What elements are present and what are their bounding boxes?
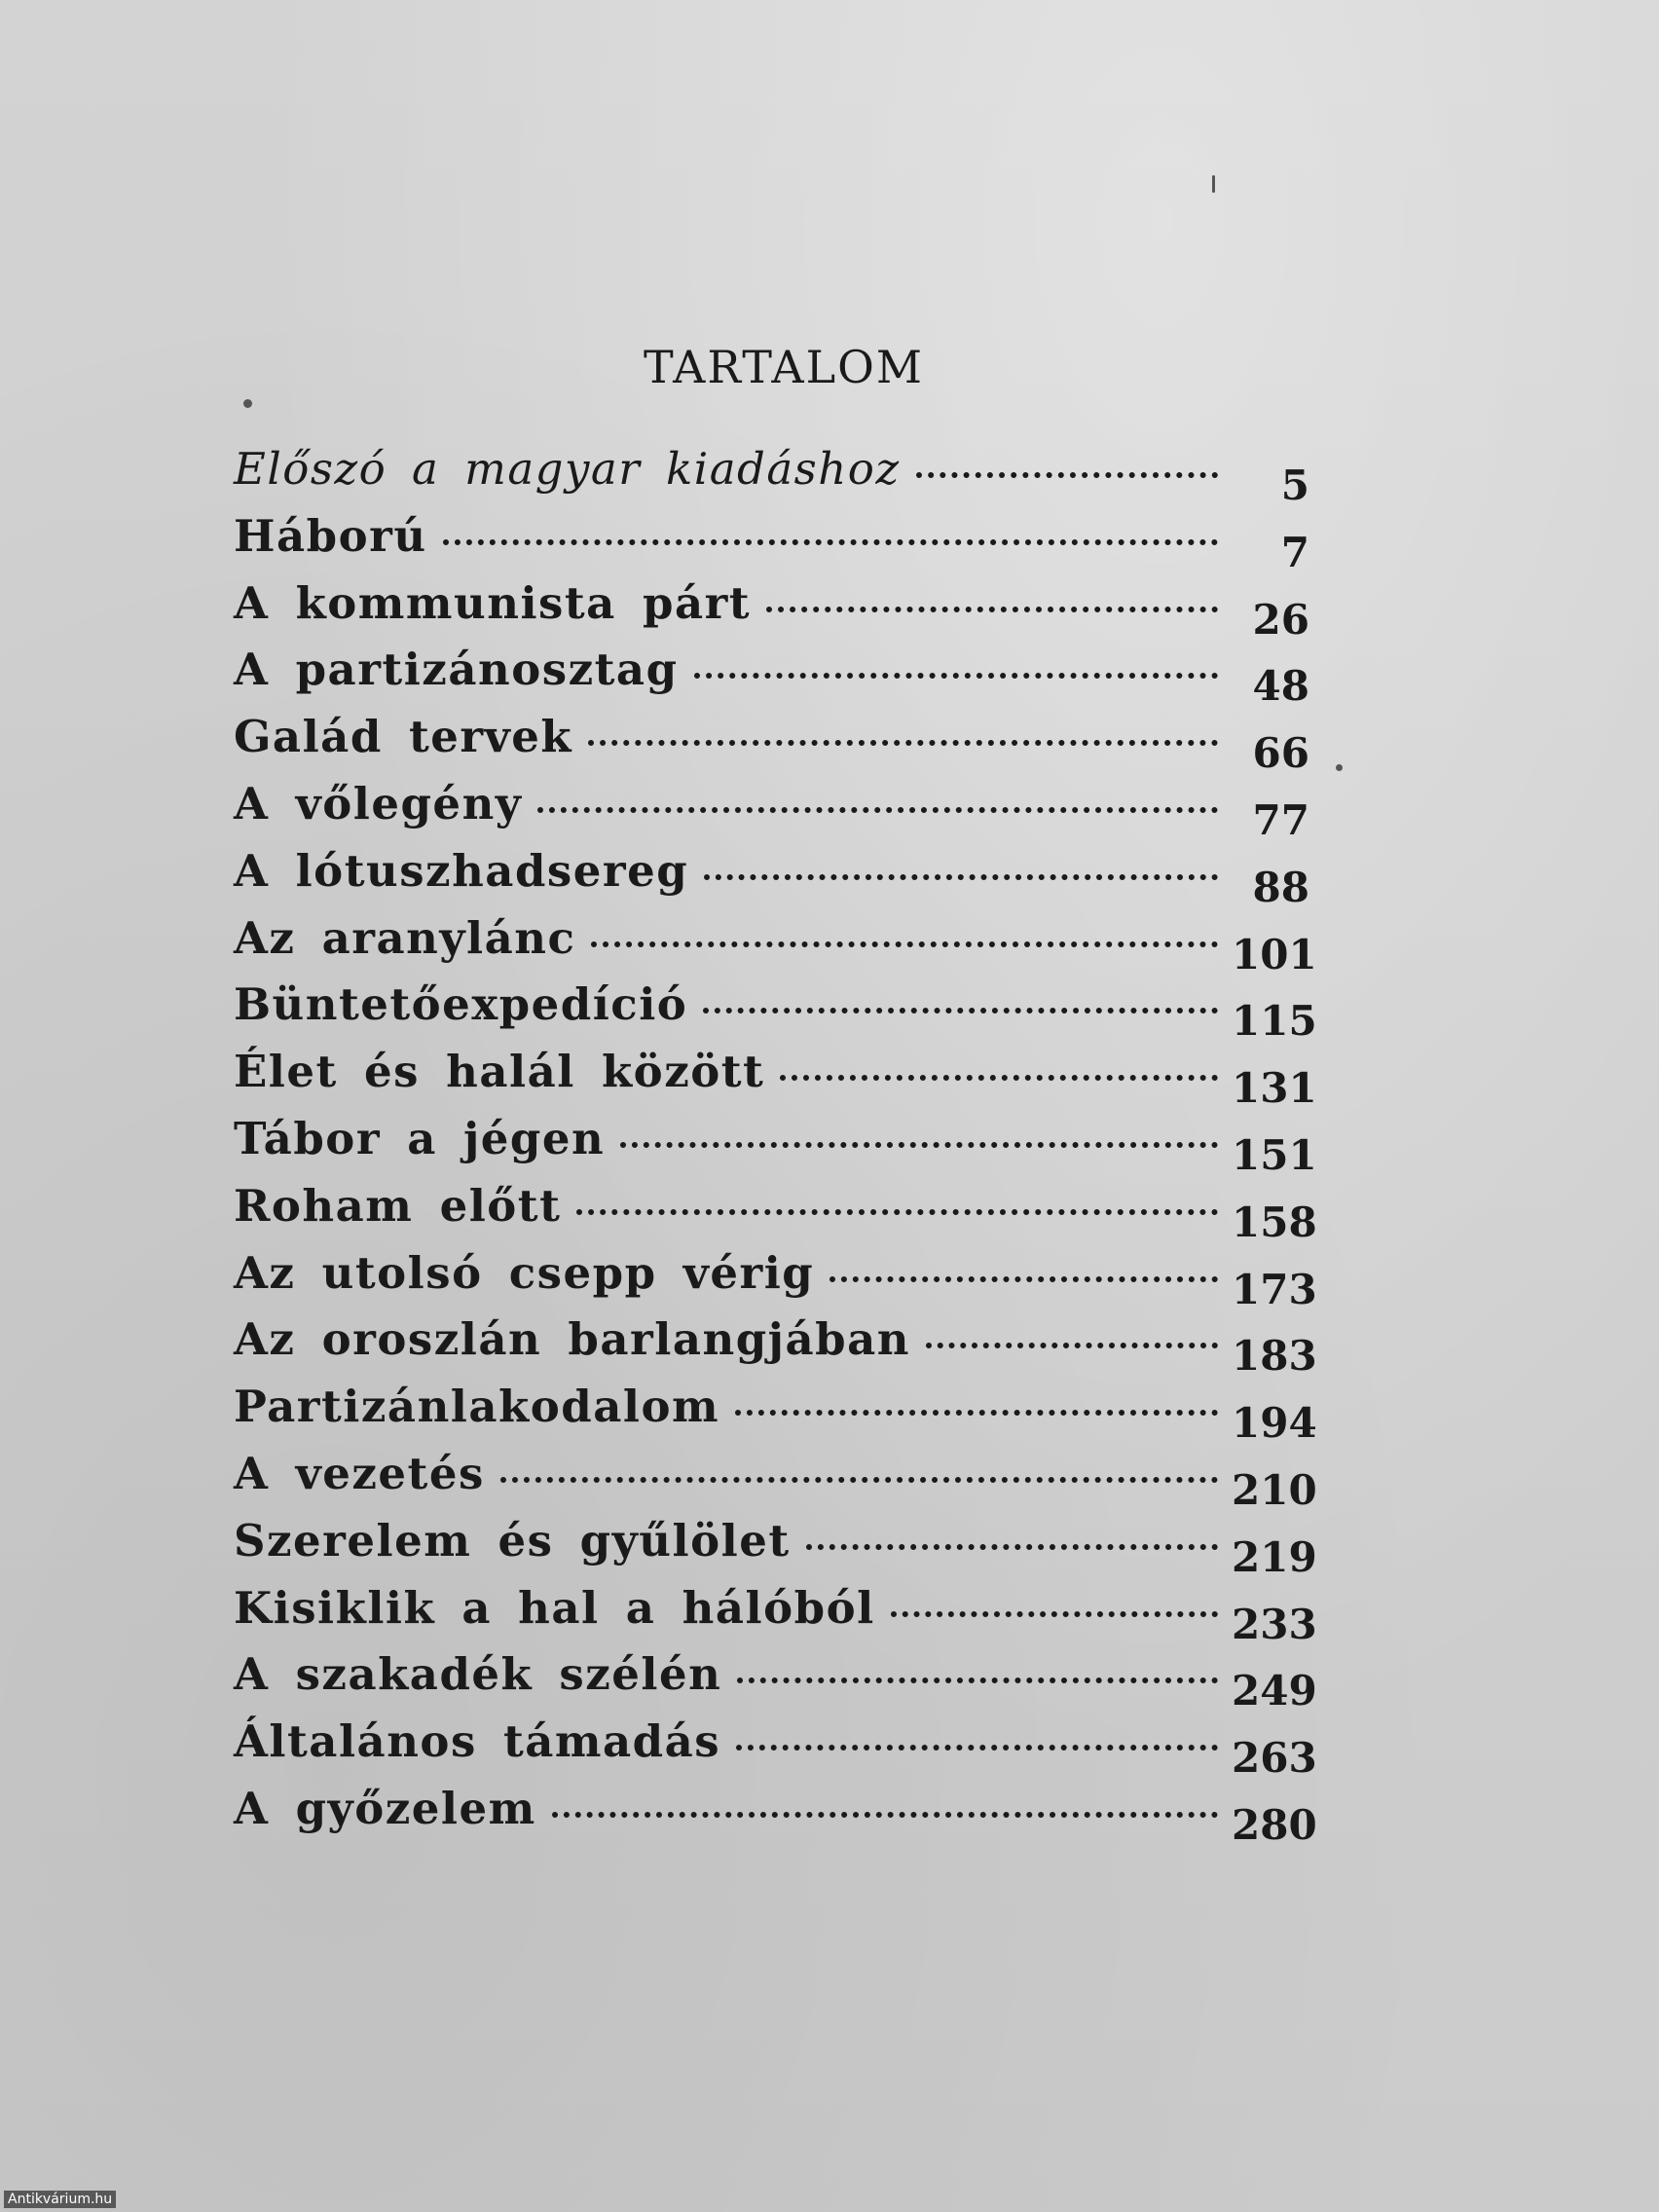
toc-entry bbox=[234, 1581, 1317, 1649]
toc-entry bbox=[234, 1715, 1317, 1783]
toc-entry-page: 233 bbox=[1232, 1600, 1317, 1648]
toc-entry-page: 219 bbox=[1232, 1532, 1317, 1581]
toc-entry bbox=[234, 1313, 1317, 1381]
page-title: TARTALOM bbox=[644, 341, 924, 393]
toc-entry bbox=[234, 1447, 1317, 1515]
dot-leader bbox=[703, 1008, 1218, 1014]
toc-entry-title: Előszó a magyar kiadáshoz bbox=[234, 443, 901, 495]
dot-leader bbox=[500, 1477, 1218, 1483]
toc-entry-title: A győzelem bbox=[234, 1782, 536, 1834]
dot-leader bbox=[830, 1276, 1218, 1282]
dot-leader bbox=[537, 807, 1218, 813]
toc-entry bbox=[234, 1514, 1317, 1582]
dot-leader bbox=[916, 472, 1218, 478]
dot-leader bbox=[576, 1209, 1218, 1215]
toc-entry bbox=[234, 778, 1309, 845]
toc-entry-page: 7 bbox=[1280, 528, 1309, 576]
toc-entry-page: 280 bbox=[1232, 1800, 1317, 1849]
toc-entry-page: 131 bbox=[1232, 1064, 1317, 1113]
dot-leader bbox=[766, 607, 1218, 612]
toc-entry bbox=[234, 644, 1309, 711]
dot-leader bbox=[926, 1343, 1218, 1348]
toc-entry bbox=[234, 1782, 1317, 1850]
toc-entry bbox=[234, 1046, 1317, 1113]
toc-entry bbox=[234, 1381, 1317, 1448]
toc-entry-page: 263 bbox=[1232, 1734, 1317, 1783]
paper-speck bbox=[1212, 175, 1215, 193]
toc-entry-title: Élet és halál között bbox=[234, 1046, 765, 1098]
toc-entry-title: Tábor a jégen bbox=[234, 1112, 606, 1164]
toc-entry-title: Szerelem és gyűlölet bbox=[234, 1514, 791, 1567]
toc-entry-title: A partizánosztag bbox=[234, 644, 679, 696]
toc-entry-title: Galád tervek bbox=[234, 711, 573, 763]
dot-leader bbox=[620, 1142, 1218, 1148]
toc-entry bbox=[234, 1179, 1317, 1247]
toc-entry bbox=[234, 845, 1309, 912]
toc-entry-title: Partizánlakodalom bbox=[234, 1381, 720, 1433]
watermark: Antikvárium.hu bbox=[4, 2191, 116, 2208]
dot-leader bbox=[443, 539, 1218, 545]
dot-leader bbox=[737, 1677, 1218, 1683]
paper-speck bbox=[1336, 764, 1343, 771]
toc-entry bbox=[234, 711, 1309, 778]
dot-leader bbox=[591, 941, 1218, 947]
toc-entry-title: Roham előtt bbox=[234, 1179, 562, 1232]
paper-speck bbox=[243, 399, 252, 408]
toc-entry-page: 26 bbox=[1252, 595, 1309, 644]
toc-entry bbox=[234, 1112, 1317, 1180]
toc-entry-page: 88 bbox=[1252, 863, 1309, 911]
toc-entry-page: 101 bbox=[1232, 930, 1317, 978]
dot-leader bbox=[694, 673, 1218, 679]
toc-entry-page: 77 bbox=[1252, 795, 1309, 844]
toc-entry-page: 173 bbox=[1232, 1265, 1317, 1313]
toc-entry-page: 48 bbox=[1252, 662, 1309, 711]
toc-entry-title: A vezetés bbox=[234, 1447, 485, 1499]
toc-entry-title: Háború bbox=[234, 509, 427, 562]
toc-entry-title: Az oroszlán barlangjában bbox=[234, 1313, 910, 1366]
dot-leader bbox=[736, 1745, 1218, 1751]
toc-entry-title: Az aranylánc bbox=[234, 911, 576, 964]
toc-entry bbox=[234, 1246, 1317, 1314]
toc-entry-title: Kisiklik a hal a hálóból bbox=[234, 1581, 875, 1634]
toc-entry-title: A lótuszhadsereg bbox=[234, 844, 689, 897]
toc-entry bbox=[234, 510, 1309, 577]
toc-entry-title: A vőlegény bbox=[234, 777, 523, 830]
toc-entry-page: 66 bbox=[1252, 729, 1309, 778]
toc-entry bbox=[234, 1648, 1317, 1715]
toc-entry-page: 194 bbox=[1232, 1399, 1317, 1448]
toc-entry bbox=[234, 443, 1309, 510]
toc-entry-page: 151 bbox=[1232, 1130, 1317, 1179]
dot-leader bbox=[891, 1611, 1218, 1617]
toc-entry-title: Általános támadás bbox=[234, 1715, 721, 1768]
toc-entry-page: 5 bbox=[1280, 461, 1309, 509]
dot-leader bbox=[704, 874, 1218, 880]
table-of-contents bbox=[234, 443, 1317, 1850]
dot-leader bbox=[806, 1544, 1218, 1550]
toc-entry-title: Büntetőexpedíció bbox=[234, 978, 688, 1031]
toc-entry-page: 115 bbox=[1232, 997, 1317, 1046]
dot-leader bbox=[780, 1075, 1218, 1081]
toc-entry-page: 210 bbox=[1232, 1465, 1317, 1514]
toc-entry bbox=[234, 911, 1317, 979]
dot-leader bbox=[735, 1410, 1218, 1416]
toc-entry bbox=[234, 577, 1309, 645]
toc-entry bbox=[234, 978, 1317, 1046]
toc-entry-page: 249 bbox=[1232, 1667, 1317, 1715]
toc-entry-page: 158 bbox=[1232, 1198, 1317, 1246]
toc-entry-title: A kommunista párt bbox=[234, 576, 752, 629]
dot-leader bbox=[552, 1812, 1218, 1818]
toc-entry-page: 183 bbox=[1232, 1332, 1317, 1381]
toc-entry-title: Az utolsó csepp vérig bbox=[234, 1246, 815, 1299]
toc-entry-title: A szakadék szélén bbox=[234, 1648, 722, 1701]
dot-leader bbox=[588, 740, 1218, 746]
